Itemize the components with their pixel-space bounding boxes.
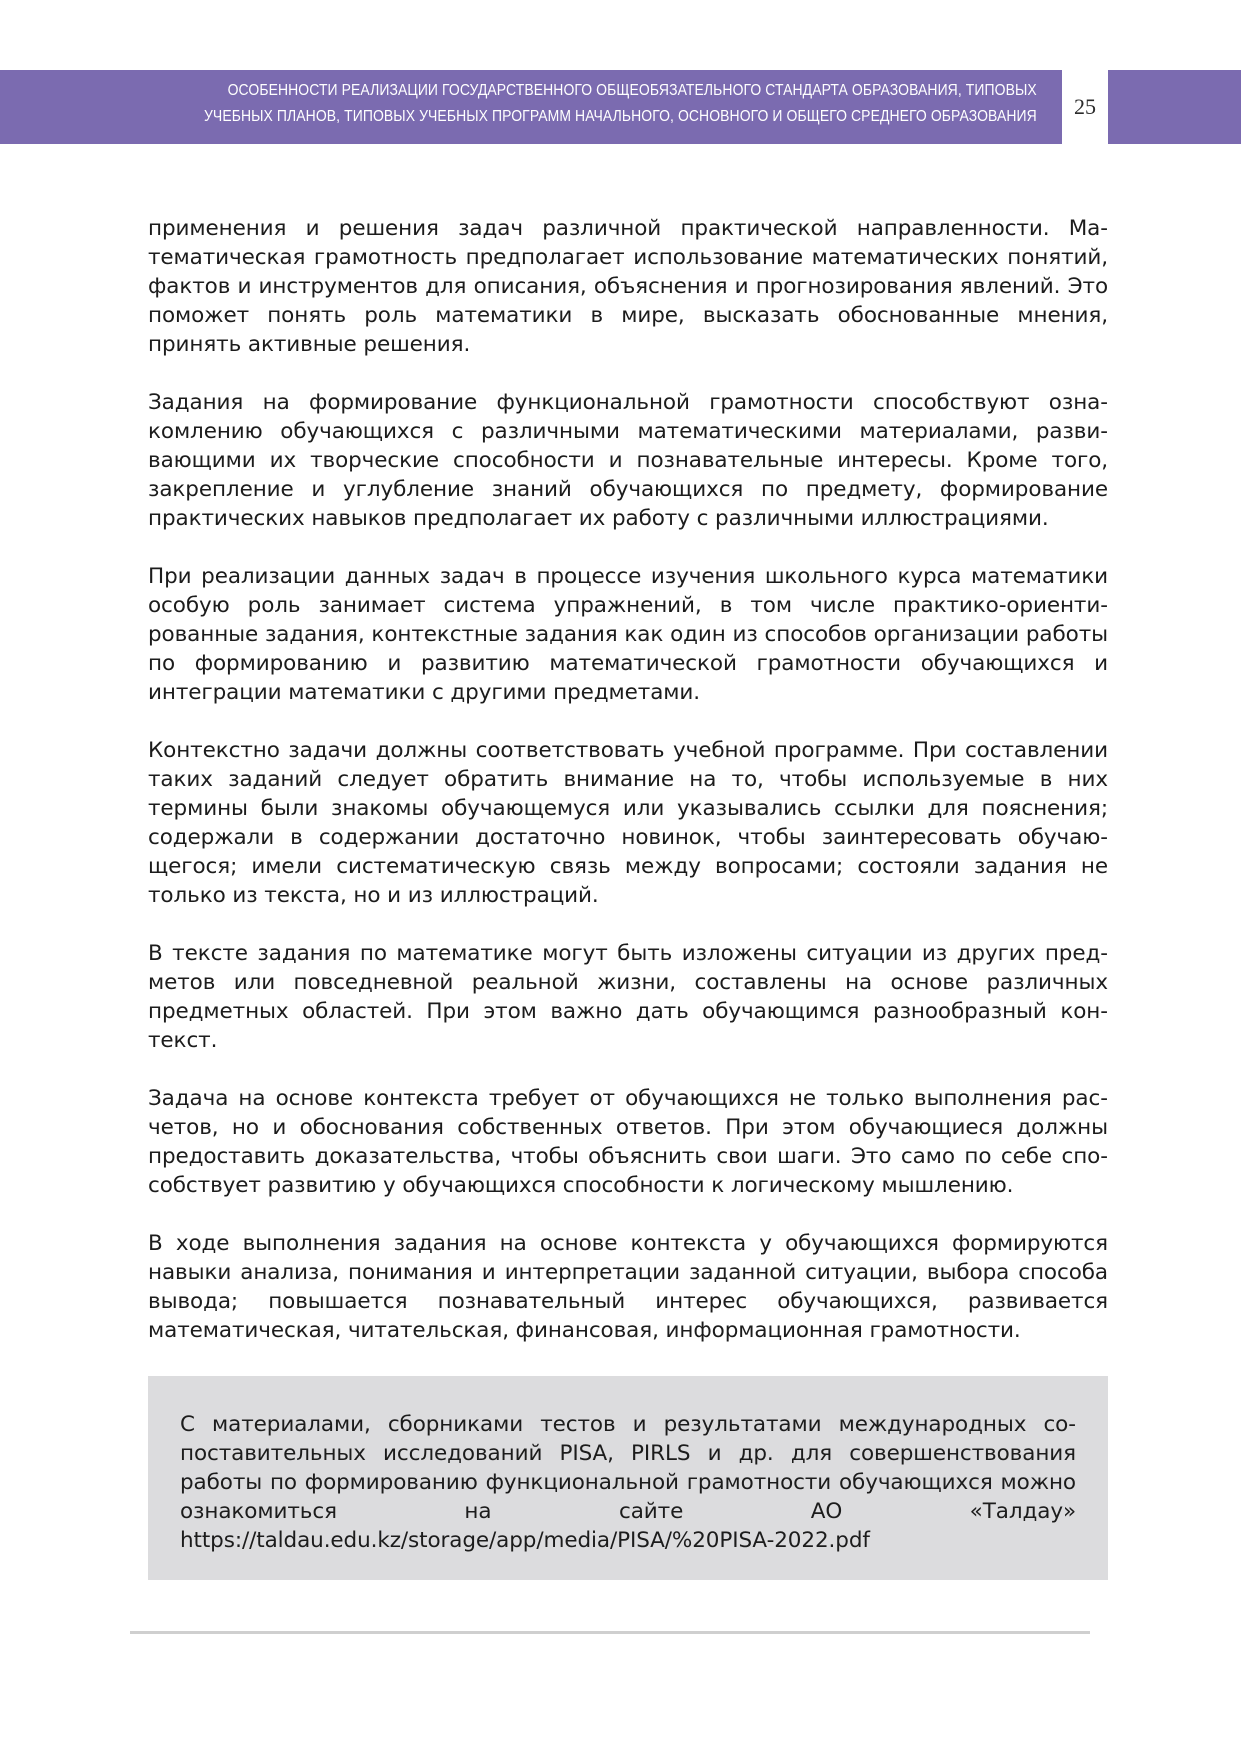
paragraph: Задания на формирование функциональной грамотности способствуют ознакомлению обучающихся с различными математическими материалами, развивающими их творческие способности и познавательные интересы. Кроме того, закрепление и углубление знаний обучающихся по предмету, формирование практических навыков предполагает их работу с различными иллюстрациями.: [148, 390, 1108, 531]
header-title: [153, 78, 1062, 130]
paragraph: В тексте задания по математике могут быть изложены ситуации из других предметов или повседневной реальной жизни, составлены на основе различных предметных областей. При этом важно дать обучающимся разнообразный контекст.: [148, 941, 1108, 1053]
header-right-block: [1108, 70, 1241, 144]
paragraph: В ходе выполнения задания на основе контекста у обучающихся формируются навыки анализа, понимания и интерпретации заданной ситуации, выбора способа вывода; повышается познавательный интерес обучающихся, развивается математическая, читательская, финансовая, информационная грамотности.: [148, 1231, 1108, 1343]
paragraph: При реализации данных задач в процессе изучения школьного курса математики особую роль занимает система упражнений, в том числе практико-ориентированные задания, контекстные задания как один из способов организации работы по формированию и развитию математической грамотности обучающихся и интеграции математики с другими предметами.: [148, 564, 1108, 705]
header-title-line-1: ОСОБЕННОСТИ РЕАЛИЗАЦИИ ГОСУДАРСТВЕННОГО ОБЩЕОБЯЗАТЕЛЬНОГО СТАНДАРТА ОБРАЗОВАНИЯ, ТИПОВЫХ: [227, 82, 1037, 99]
info-note-text: С материалами, сборниками тестов и результатами международных сопоставительных исследований PISA, PIRLS и др. для совершенствования работы по формированию функциональной грамотности обучающихся можно ознакомиться на сайте АО «Талдау» https://taldau.edu.kz/storage/app/media/PISA/%20PISA-2022.pdf: [180, 1412, 1076, 1553]
paragraph: применения и решения задач различной практической направленности. Математическая грамотность предполагает использование математических понятий, фактов и инструментов для описания, объяснения и прогнозирования явлений. Это поможет понять роль математики в мире, высказать обоснованные мнения, принять активные решения.: [148, 216, 1108, 357]
paragraph: Задача на основе контекста требует от обучающихся не только выполнения расчетов, но и обоснования собственных ответов. При этом обучающиеся должны предоставить доказательства, чтобы объяснить свои шаги. Это само по себе способствует развитию у обучающихся способности к логическому мышлению.: [148, 1086, 1108, 1198]
page-number: 25: [1074, 94, 1096, 119]
body-text: [148, 214, 1108, 1374]
header-title-line-2: УЧЕБНЫХ ПЛАНОВ, ТИПОВЫХ УЧЕБНЫХ ПРОГРАММ НАЧАЛЬНОГО, ОСНОВНОГО И ОБЩЕГО СРЕДНЕГО ОБРАЗОВАНИЯ: [203, 108, 1037, 125]
header-band: [0, 70, 1062, 144]
footer-divider: [130, 1631, 1090, 1634]
paragraph: Контекстно задачи должны соответствовать учебной программе. При составлении таких заданий следует обратить внимание на то, чтобы используемые в них термины были знакомы обучающемуся или указывались ссылки для пояснения; содержали в содержании достаточно новинок, чтобы заинтересовать обучающегося; имели систематическую связь между вопросами; состояли задания не только из текста, но и из иллюстраций.: [148, 738, 1108, 908]
info-note-box: [148, 1376, 1108, 1580]
